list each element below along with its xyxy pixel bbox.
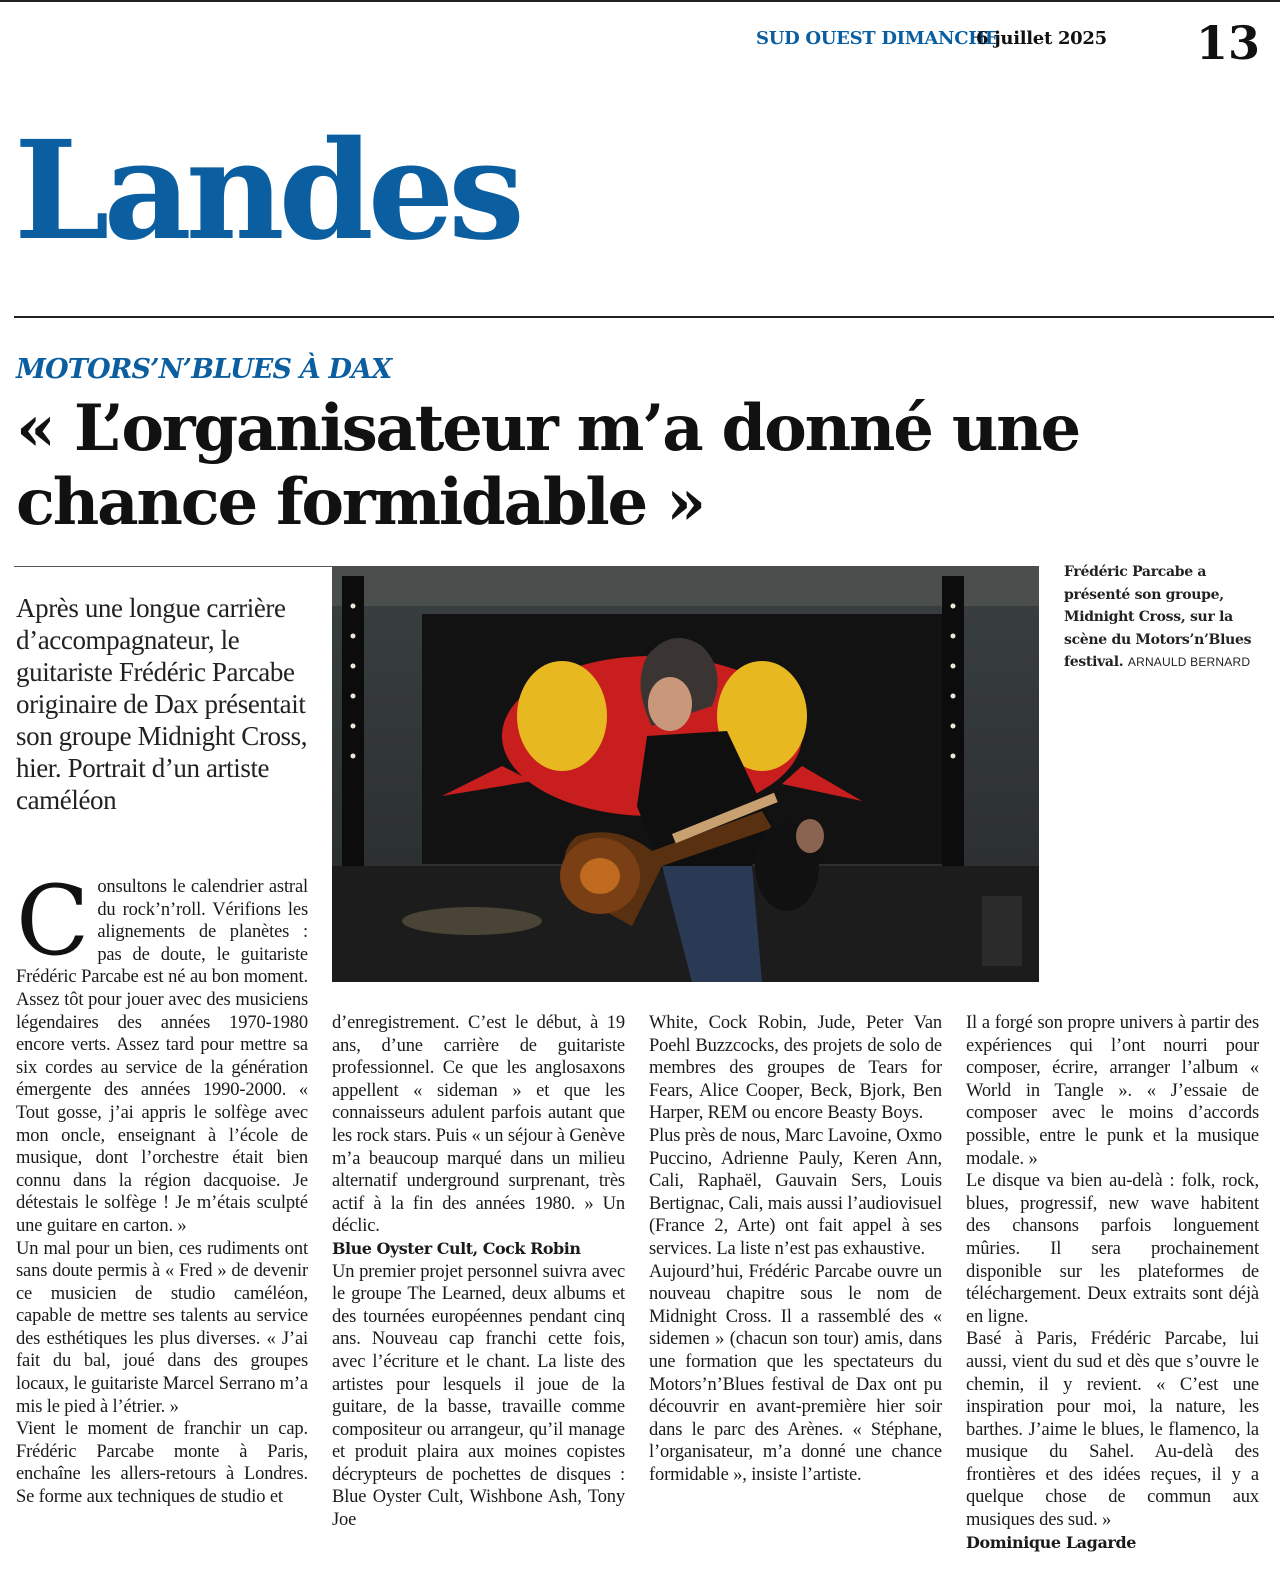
paragraph: d’enregistrement. C’est le début, à 19 ans, d’une carrière de guitariste professionnel. Ce que les anglosaxons appellent « sideman » et que les connaisseurs adulent parfois autant que les rock stars. Puis « un séjour à Genève m’a beaucoup marqué dans un milieu alternatif underground surprenant, très actif à la fin des années 1980. » Un déclic. [332, 1013, 625, 1237]
paragraph: Basé à Paris, Frédéric Parcabe, lui aussi, vient du sud et dès que s’ouvre le chemin, il y revient. « C’est une inspiration pour moi, la nature, les barthes. J’aime le blues, le flamenco, la musique du Sahel. Au-delà des frontières et des idées reçues, il y a quelque chose de commun aux musiques des sud. » [966, 1329, 1259, 1531]
paragraph: Vient le moment de franchir un cap. Frédéric Parcabe monte à Paris, enchaîne les allers-retours à Londres. Se forme aux techniques de studio et [16, 1419, 308, 1508]
paragraph: Plus près de nous, Marc Lavoine, Oxmo Puccino, Adrienne Pauly, Keren Ann, Cali, Raphaël, Gauvain Sers, Louis Bertignac, Cali, mais aussi l’audiovisuel (France 2, Arte) ont fait appel à ses services. La liste n’est pas exhaustive. [649, 1125, 942, 1259]
paragraph: Un premier projet personnel suivra avec le groupe The Learned, deux albums et des tournées européennes pendant cinq ans. Nouveau cap franchi cette fois, avec l’écriture et le chant. La liste des artistes pour lesquels il joue de la guitare, de la basse, travaille comme compositeur ou arrangeur, qu’il manage et produit plaira aux moines copistes décrypteurs de pochettes de disques : Blue Oyster Cult, Wishbone Ash, Tony Joe [332, 1261, 625, 1531]
article-column-1 [16, 865, 308, 1509]
section-rule [14, 316, 1274, 318]
article-lead: Après une longue carrière d’accompagnateur, le guitariste Frédéric Parcabe originaire de Dax présentait son groupe Midnight Cross, hier. Portrait d’un artiste caméléon [16, 593, 308, 815]
article-column-4 [966, 1012, 1259, 1554]
paragraph: White, Cock Robin, Jude, Peter Van Poehl Buzzcocks, des projets de solo de membres des groupes de Tears for Fears, Alice Cooper, Beck, Bjork, Ben Harper, REM ou encore Beasty Boys. [649, 1013, 942, 1124]
article-byline: Dominique Lagarde [966, 1532, 1137, 1552]
drop-cap: C [16, 865, 90, 977]
article-subhead: Blue Oyster Cult, Cock Robin [332, 1238, 581, 1258]
page-number: 13 [1196, 16, 1261, 70]
paragraph: onsultons le calendrier astral du rock’n’roll. Vérifions les alignements de planètes : pas de doute, le guitariste Frédéric Parcabe est né au bon moment. Assez tôt pour jouer avec des musiciens légendaires des années 1970-1980 encore verts. Assez tard pour mettre sa six cordes au service de la génération émergente des années 1990-2000. « Tout gosse, j’ai appris le solfège avec mon oncle, enseignant à l’école de musique, dont l’orchestre était bien connu dans la région dacquoise. Je détestais le solfège ! Je m’étais sculpté une guitare en carton. » [16, 877, 308, 1236]
article-kicker: MOTORS’N’BLUES À DAX [16, 354, 392, 385]
section-title: Landes [14, 111, 519, 271]
publication-date: 6 juillet 2025 [976, 28, 1107, 49]
paragraph: Le disque va bien au-delà : folk, rock, blues, progressif, new wave habitent des chansons parfois longuement mûries. Il sera prochainement disponible sur les plateformes de téléchargement. Deux extraits sont déjà en ligne. [966, 1171, 1259, 1327]
concert-photo-illustration [332, 566, 1039, 982]
article-photo [332, 566, 1039, 982]
paragraph: Un mal pour un bien, ces rudiments ont sans doute permis à « Fred » de devenir ce musicien de studio caméléon, capable de mettre ses talents au service des esthétiques les plus diverses. « J’ai fait du bal, joué dans des groupes locaux, le guitariste Marcel Serrano m’a mis le pied à l’étrier. » [16, 1238, 308, 1417]
article-column-2 [332, 1012, 625, 1532]
photo-caption-text: Frédéric Parcabe a présenté son groupe, Midnight Cross, sur la scène du Motors’n’Blues festival. [1064, 564, 1252, 670]
paragraph: Il a forgé son propre univers à partir des expériences qui l’ont nourri pour composer, écrire, arranger l’album « World in Tangle ». « J’essaie de composer avec le moins d’accords possible, entre le punk et la musique modale. » [966, 1013, 1259, 1169]
lead-rule [14, 566, 334, 567]
article-headline: « L’organisateur m’a donné une chance formidable » [16, 391, 1080, 540]
photo-caption [1064, 561, 1264, 674]
article-column-3 [649, 1012, 942, 1486]
photo-credit: ARNAULD BERNARD [1127, 655, 1251, 669]
paragraph: Aujourd’hui, Frédéric Parcabe ouvre un nouveau chapitre sous le nom de Midnight Cross. Il a rassemblé des « sidemen » (chacun son tour) amis, dans une formation que les spectateurs du Motors’n’Blues festival de Dax ont pu découvrir en avant-première hier soir dans le parc des Arènes. « Stéphane, l’organisateur, m’a donné une chance formidable », insiste l’artiste. [649, 1261, 942, 1485]
top-rule [0, 0, 1280, 2]
publication-name: SUD OUEST DIMANCHE [756, 28, 999, 49]
